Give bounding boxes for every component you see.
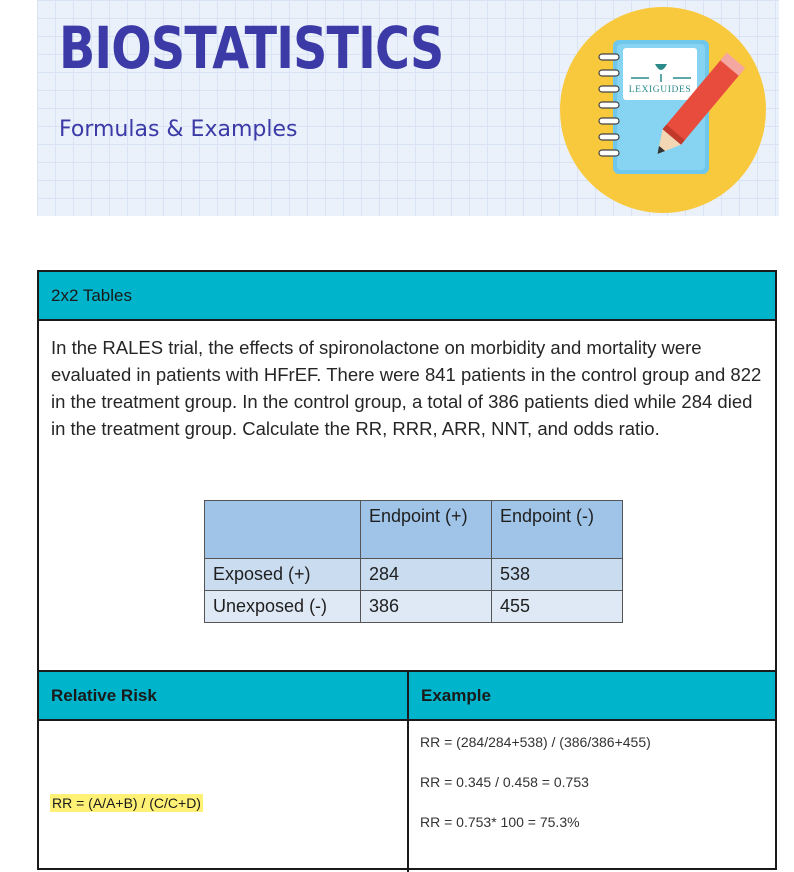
table-cell: 455 [492, 591, 623, 623]
example-header [409, 672, 775, 721]
content-box [37, 270, 777, 870]
table-header-cell: Endpoint (-) [492, 501, 623, 559]
logo-wordmark: LEXIGUIDES [628, 85, 692, 95]
relative-risk-header [39, 672, 407, 721]
notebook-logo-icon [551, 4, 771, 216]
relative-risk-heading: Relative Risk [51, 686, 157, 705]
header-banner [37, 0, 779, 216]
section-heading: 2x2 Tables [51, 286, 132, 305]
table-header-cell [205, 501, 361, 559]
page-title: BIOSTATISTICS [59, 14, 444, 82]
example-heading: Example [421, 686, 491, 705]
section-header-2x2 [39, 272, 775, 321]
problem-paragraph: In the RALES trial, the effects of spironolactone on morbidity and mortality were evaluated in patients with HFrEF. There were 841 patients in the control group and 822 in the treatment group. In the control group, a total of 386 patients died while 284 died in the treatment group. Calculate the RR, RRR, ARR, NNT, and odds ratio. [51, 337, 762, 439]
table-cell: Exposed (+) [205, 559, 361, 591]
table-row [205, 591, 623, 623]
table-header-cell: Endpoint (+) [361, 501, 492, 559]
rr-formula: RR = (A/A+B) / (C/C+D) [52, 795, 201, 811]
table-cell: Unexposed (-) [205, 591, 361, 623]
page-subtitle: Formulas & Examples [59, 117, 298, 142]
example-line: RR = 0.345 / 0.458 = 0.753 [420, 774, 589, 790]
table-cell: 538 [492, 559, 623, 591]
example-line: RR = (284/284+538) / (386/386+455) [420, 734, 651, 750]
column-divider [407, 672, 409, 872]
table-row [205, 559, 623, 591]
contingency-table [204, 500, 623, 623]
table-cell: 386 [361, 591, 492, 623]
example-line: RR = 0.753* 100 = 75.3% [420, 814, 580, 830]
table-header-row [205, 501, 623, 559]
table-cell: 284 [361, 559, 492, 591]
